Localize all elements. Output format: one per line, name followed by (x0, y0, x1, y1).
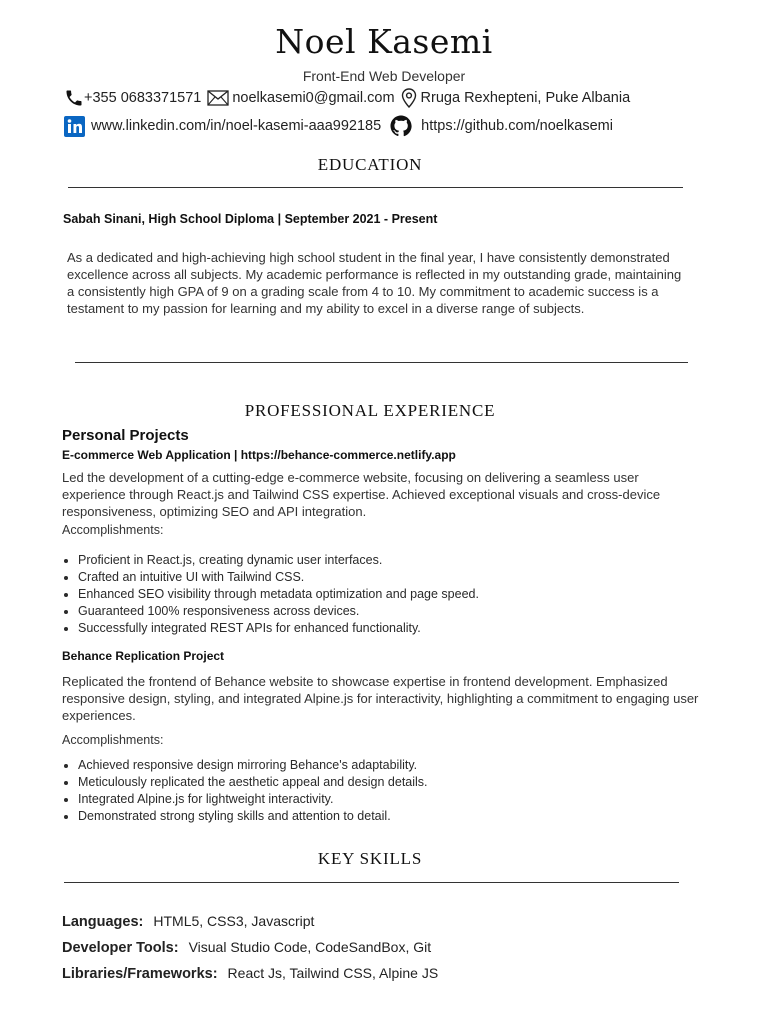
accomplishments-list (62, 552, 728, 637)
job-title: Front-End Web Developer (302, 68, 466, 84)
github-link[interactable] (389, 114, 613, 138)
resume-name: Noel Kasemi (275, 22, 493, 61)
list-item: • Achieved responsive design mirroring Behance's adaptability. (78, 757, 728, 774)
education-entry-heading: Sabah Sinani, High School Diploma | September 2021 - Present (63, 212, 438, 226)
accomplishments-list (62, 757, 728, 825)
skill-label: Languages: (62, 914, 144, 930)
accomplishments-label: Accomplishments: (62, 733, 164, 747)
list-item: • Proficient in React.js, creating dynamic user interfaces. (78, 552, 728, 569)
experience-heading: PROFESSIONAL EXPERIENCE (244, 401, 496, 420)
skill-row (62, 939, 431, 956)
github-icon (389, 114, 413, 138)
list-item: • Successfully integrated REST APIs for enhanced functionality. (78, 620, 728, 637)
contact-row-primary (64, 88, 636, 108)
contact-row-links (64, 114, 619, 138)
skill-value: React Js, Tailwind CSS, Alpine JS (227, 965, 439, 981)
experience-subheading: Personal Projects (62, 427, 189, 444)
github-text: https://github.com/noelkasemi (421, 118, 613, 134)
skill-row (62, 965, 438, 982)
project-heading: Behance Replication Project (62, 649, 225, 663)
accomplishments-label: Accomplishments: (62, 523, 164, 537)
list-item: • Integrated Alpine.js for lightweight interactivity. (78, 791, 728, 808)
phone-icon (64, 88, 84, 108)
list-item: • Meticulously replicated the aesthetic appeal and design details. (78, 774, 728, 791)
linkedin-text: www.linkedin.com/in/noel-kasemi-aaa992185 (91, 118, 382, 134)
skills-divider (64, 882, 679, 883)
list-item: • Enhanced SEO visibility through metadata optimization and page speed. (78, 586, 728, 603)
email-text: noelkasemi0@gmail.com (232, 90, 395, 106)
project-heading: E-commerce Web Application | https://behance-commerce.netlify.app (62, 448, 456, 462)
email-contact[interactable] (207, 90, 394, 106)
list-item: • Demonstrated strong styling skills and attention to detail. (78, 808, 728, 825)
location-pin-icon (401, 88, 417, 108)
phone-contact[interactable] (64, 88, 201, 108)
skill-value: Visual Studio Code, CodeSandBox, Git (188, 939, 432, 955)
education-description: As a dedicated and high-achieving high school student in the final year, I have consistently demonstrated excellence across all subjects. My academic performance is reflected in my outstanding grade, maintaining a consistently high GPA of 9 on a grading scale from 4 to 10. My commitment to academic success is a testament to my passion for learning and my ability to excel in a diverse range of subjects. (67, 250, 682, 316)
list-item: • Guaranteed 100% responsiveness across devices. (78, 603, 728, 620)
education-divider (68, 187, 683, 188)
linkedin-icon (64, 116, 85, 137)
skill-label: Libraries/Frameworks: (62, 966, 218, 982)
phone-text: +355 0683371571 (84, 90, 202, 106)
address-contact (401, 88, 631, 108)
skills-heading: KEY SKILLS (317, 849, 423, 868)
address-text: Rruga Rexhepteni, Puke Albania (420, 90, 631, 106)
project-description: Replicated the frontend of Behance website to showcase expertise in frontend development. Emphasized responsive design, styling, and integrated Alpine.js for interactivity, highlighting a commitment to engaging user experiences. (62, 674, 699, 723)
mail-icon (207, 90, 229, 106)
skill-row (62, 913, 314, 930)
skill-value: HTML5, CSS3, Javascript (153, 913, 315, 929)
skill-label: Developer Tools: (62, 940, 179, 956)
education-bottom-divider (75, 362, 688, 363)
linkedin-link[interactable] (64, 116, 381, 137)
list-item: • Crafted an intuitive UI with Tailwind CSS. (78, 569, 728, 586)
project-description: Led the development of a cutting-edge e-commerce website, focusing on delivering a seamless user experience through React.js and Tailwind CSS expertise. Achieved exceptional visuals and cross-device responsiveness, optimizing SEO and API integration. (62, 470, 661, 519)
education-heading: EDUCATION (317, 155, 423, 174)
